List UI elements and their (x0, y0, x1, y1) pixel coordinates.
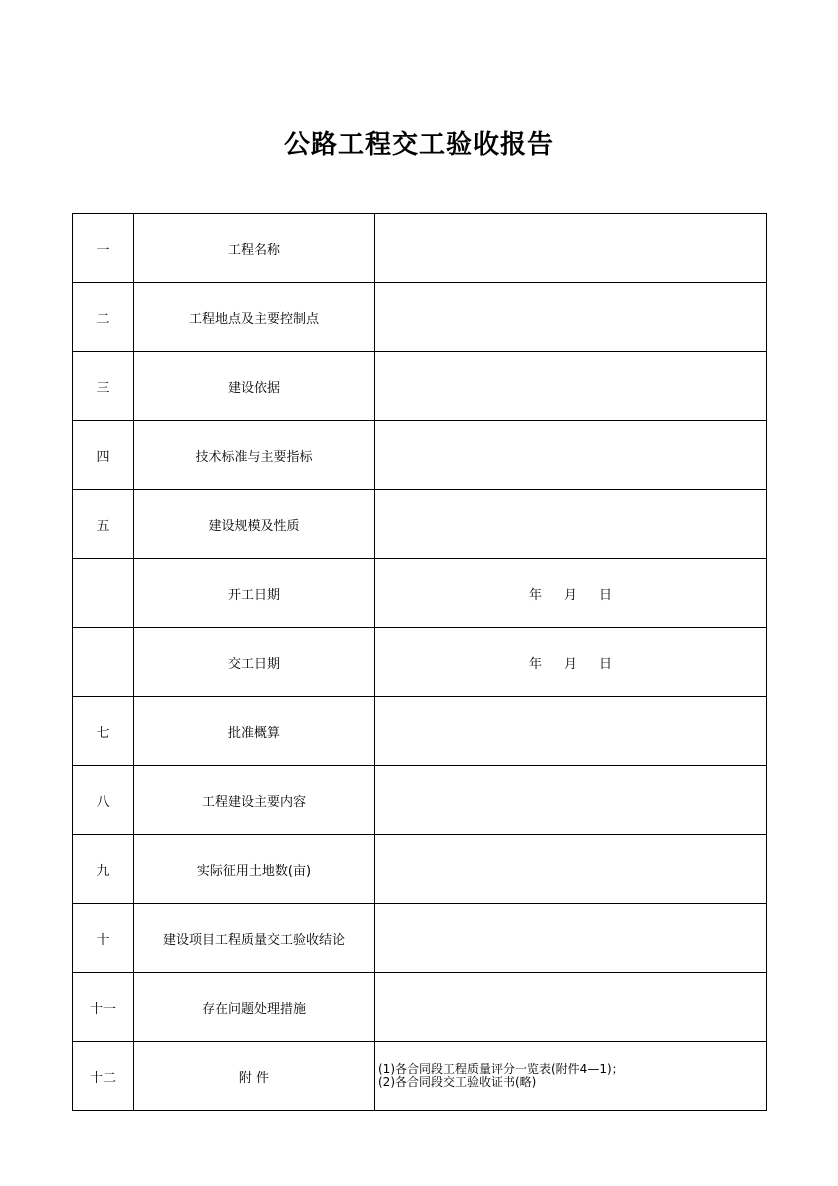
table-row (73, 697, 767, 766)
table-row (73, 1042, 767, 1111)
row-number: 十一 (73, 973, 134, 1042)
table-row (73, 421, 767, 490)
row-value-cell[interactable] (375, 904, 767, 973)
row-number: 十二 (73, 1042, 134, 1111)
row-value-cell[interactable] (375, 766, 767, 835)
completion-date-cell[interactable] (375, 628, 767, 697)
row-value-cell[interactable] (375, 973, 767, 1042)
row-label: 建设规模及性质 (134, 490, 375, 559)
table-row (73, 352, 767, 421)
table-row (73, 559, 767, 628)
row-label: 技术标准与主要指标 (134, 421, 375, 490)
table-row (73, 214, 767, 283)
row-label: 建设依据 (134, 352, 375, 421)
row-label: 附 件 (134, 1042, 375, 1111)
table-row (73, 283, 767, 352)
row-label: 建设项目工程质量交工验收结论 (134, 904, 375, 973)
row-value-cell[interactable] (375, 352, 767, 421)
year-label: 年 (528, 656, 542, 672)
row-label: 工程名称 (134, 214, 375, 283)
page-title: 公路工程交工验收报告 (283, 130, 554, 160)
row-number: 八 (73, 766, 134, 835)
row-label: 实际征用土地数(亩) (134, 835, 375, 904)
row-number: 五 (73, 490, 134, 559)
table-row (73, 628, 767, 697)
day-label: 日 (599, 656, 613, 672)
table-row (73, 904, 767, 973)
row-value-cell[interactable] (375, 214, 767, 283)
row-value-cell[interactable] (375, 697, 767, 766)
row-number (73, 559, 134, 628)
table-row (73, 835, 767, 904)
row-label: 存在问题处理措施 (134, 973, 375, 1042)
row-number: 九 (73, 835, 134, 904)
row-value-cell[interactable] (375, 421, 767, 490)
row-number: 三 (73, 352, 134, 421)
attachments-cell[interactable] (375, 1042, 767, 1111)
row-value-cell[interactable] (375, 490, 767, 559)
start-date-cell[interactable] (375, 559, 767, 628)
row-number: 四 (73, 421, 134, 490)
row-number: 十 (73, 904, 134, 973)
row-label: 批准概算 (134, 697, 375, 766)
month-label: 月 (563, 656, 577, 672)
table-row (73, 766, 767, 835)
row-value-cell[interactable] (375, 283, 767, 352)
row-label: 工程建设主要内容 (134, 766, 375, 835)
row-number (73, 628, 134, 697)
row-number: 二 (73, 283, 134, 352)
row-label: 开工日期 (134, 559, 375, 628)
month-label: 月 (563, 587, 577, 603)
attachment-note: (2)各合同段交工验收证书(略) (378, 1075, 537, 1089)
day-label: 日 (599, 587, 613, 603)
attachment-note: (1)各合同段工程质量评分一览表(附件4—1)； (378, 1062, 624, 1076)
row-number: 一 (73, 214, 134, 283)
report-table (72, 213, 767, 1111)
row-value-cell[interactable] (375, 835, 767, 904)
row-number: 七 (73, 697, 134, 766)
row-label: 工程地点及主要控制点 (134, 283, 375, 352)
row-label: 交工日期 (134, 628, 375, 697)
year-label: 年 (528, 587, 542, 603)
table-row (73, 490, 767, 559)
table-row (73, 973, 767, 1042)
